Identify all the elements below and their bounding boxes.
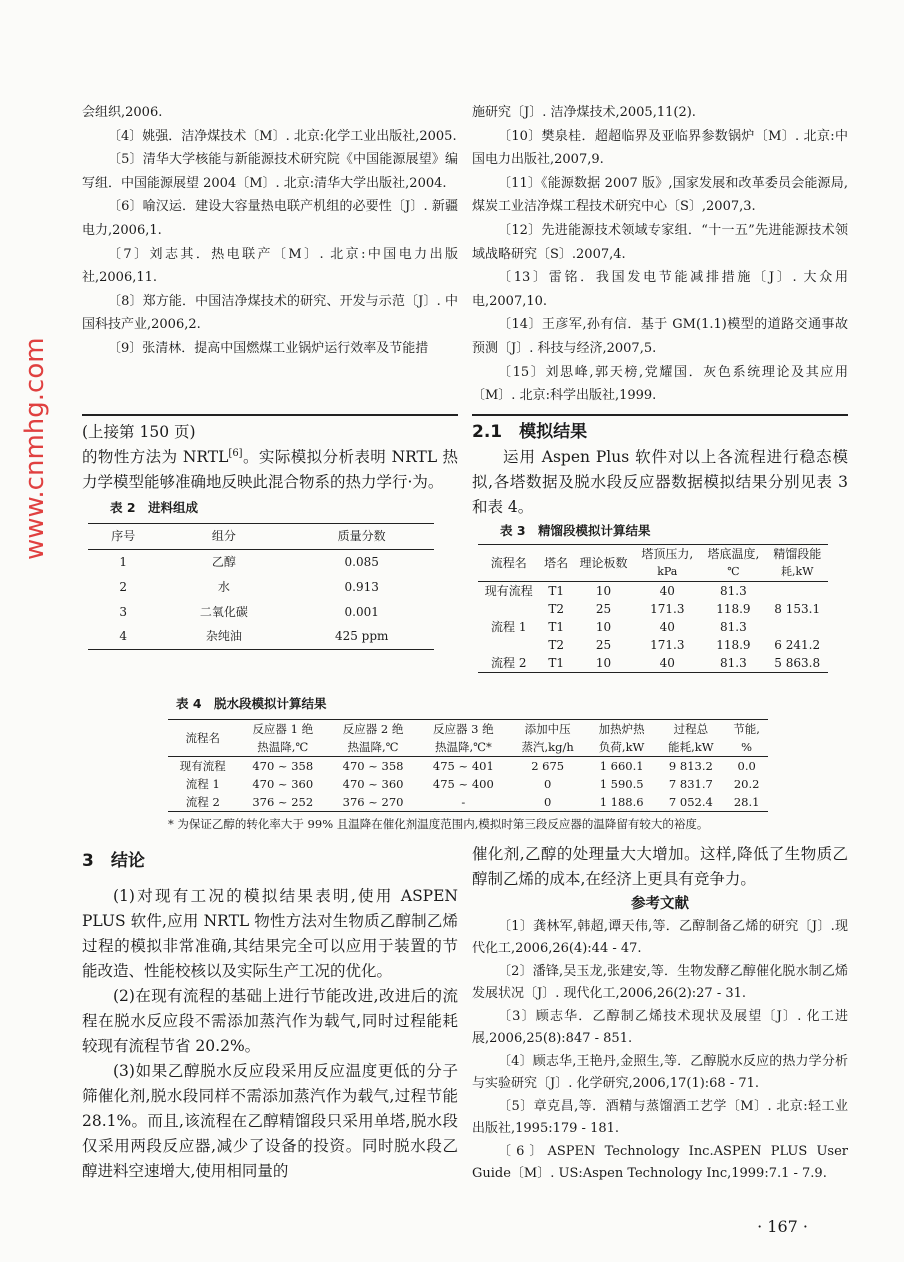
cell: [766, 581, 828, 600]
cell: 0.001: [344, 604, 379, 619]
table2-caption: 表 2 进料组成: [110, 499, 199, 515]
middle-section: [82, 420, 848, 673]
ref-item: 〔5〕章克昌,等．酒精与蒸馏酒工艺学〔M〕. 北京:轻工业出版社,1995:179 - 181.: [472, 1098, 848, 1137]
cell: 1 188.6: [599, 794, 644, 809]
table-row: [88, 549, 434, 574]
table-row: [88, 574, 434, 599]
cell: [478, 636, 540, 654]
section-paragraph: 运用 Aspen Plus 软件对以上各流程进行稳态模拟,各塔数据及脱水段反应器数据模拟结果分别见表 3 和表 4。: [472, 447, 848, 516]
conclusion-paragraph: (3)如果乙醇脱水反应段采用反应温度更低的分子筛催化剂,脱水段同样不需添加蒸汽作为载气,过程节能 28.1%。而且,该流程在乙醇精馏段只采用单塔,脱水段仅采用两段反应器,减少了设备的投资。同时脱水段乙醇进料空速增大,使用相同量的: [82, 1061, 458, 1180]
cell: 475 ~ 401: [432, 758, 494, 773]
header-cell: 反应器 1 绝: [252, 721, 314, 736]
cell: [478, 600, 540, 618]
cell: 二氧化碳: [199, 604, 248, 619]
table4-grid: [168, 719, 768, 812]
ref-item: 〔8〕郑方能．中国洁净煤技术的研究、开发与示范〔J〕. 中国科技产业,2006,2.: [82, 293, 458, 333]
cell: 7 831.7: [668, 776, 713, 791]
references-heading: 参考文献: [631, 895, 689, 912]
table-row: [478, 636, 828, 654]
cell: 流程 2: [185, 794, 220, 809]
ref-item: 〔3〕顾志华．乙醇制乙烯技术现状及展望〔J〕. 化工进展,2006,25(8):847 - 851.: [472, 1008, 848, 1047]
header-cell: 流程名: [185, 730, 221, 745]
ref-item: 〔1〕龚林军,韩超,谭天伟,等．乙醇制备乙烯的研究〔J〕.现代化工,2006,26(4):44 - 47.: [472, 918, 848, 957]
header-cell: 添加中压: [524, 721, 571, 736]
cell: T1: [548, 655, 564, 670]
conclusion-continuation: 催化剂,乙醇的处理量大大增加。这样,降低了生物质乙醇制乙烯的成本,在经济上更具有竞争力。: [472, 844, 848, 888]
cell: T2: [548, 637, 564, 652]
header-cell: 负荷,kW: [598, 739, 645, 754]
table2-grid: [88, 523, 434, 650]
cell: 杂纯油: [205, 629, 242, 644]
top-refs-right: [472, 101, 848, 408]
cell: 425 ppm: [334, 629, 389, 644]
header-cell: 热温降,℃: [347, 739, 399, 754]
left-middle: [82, 420, 458, 650]
header-cell: 反应器 2 绝: [342, 721, 404, 736]
table-row: [478, 654, 828, 673]
cell: 118.9: [716, 601, 751, 616]
table3-caption: 表 3 精馏段模拟计算结果: [500, 522, 651, 538]
cell: 0.085: [344, 554, 379, 569]
cell: 376 ~ 270: [342, 794, 404, 809]
ref-item: 〔12〕先进能源技术领域专家组．“十一五”先进能源技术领域战略研究〔S〕.2007,4.: [472, 222, 848, 262]
cell: 40: [659, 583, 675, 598]
ref-item: 〔6〕喻汉运．建设大容量热电联产机组的必要性〔J〕. 新疆电力,2006,1.: [82, 199, 458, 238]
cell: 475 ~ 400: [432, 776, 494, 791]
table3-grid: [478, 544, 828, 673]
cell: 流程 1: [185, 776, 220, 791]
header-cell: 加热炉热: [598, 721, 645, 736]
header-cell: 过程总: [673, 721, 709, 736]
table3: [478, 522, 828, 673]
cell: 470 ~ 358: [252, 758, 314, 773]
cell: 0.913: [344, 579, 379, 594]
ref-item: 〔11〕《能源数据 2007 版》,国家发展和改革委员会能源局,煤炭工业洁净煤工程技术研究中心〔S〕,2007,3.: [472, 175, 848, 215]
cell: 现有流程: [179, 758, 226, 773]
top-refs-left: [82, 101, 458, 361]
cell: 1 590.5: [599, 776, 644, 791]
header-cell: 热温降,℃: [257, 739, 309, 754]
bottom-section: [82, 842, 848, 1186]
cell: 2 675: [531, 758, 565, 773]
divider-left: [82, 414, 458, 416]
cell: 81.3: [720, 655, 747, 670]
cell: T1: [548, 619, 564, 634]
table-row: [168, 793, 768, 812]
citation: [6]: [228, 447, 243, 459]
cell: 6 241.2: [774, 637, 821, 652]
table-row: [88, 599, 434, 624]
cell: T1: [548, 583, 564, 598]
cell: 10: [595, 655, 612, 670]
continued-note: (上接第 150 页): [82, 422, 196, 441]
header-cell: 能耗,kW: [668, 739, 714, 754]
cell: 9 813.2: [668, 758, 713, 773]
cell: 8 153.1: [774, 601, 821, 616]
table4-footnote: * 为保证乙醇的转化率大于 99% 且温降在催化剂温度范围内,模拟时第三段反应器的温降留有较大的裕度。: [168, 816, 709, 831]
cell: 470 ~ 358: [342, 758, 404, 773]
cell: [766, 618, 828, 636]
unit-cell: ℃: [727, 564, 740, 578]
ref-item: 〔15〕刘思峰,郭天榜,党耀国．灰色系统理论及其应用〔M〕. 北京:科学出版社,1999.: [472, 364, 848, 404]
conclusion-paragraph: (1)对现有工况的模拟结果表明,使用 ASPEN PLUS 软件,应用 NRTL 物性方法对生物质乙醇制乙烯过程的模拟非常准确,其结果完全可以应用于装置的节能改造、性能校核以及实际生产工况的优化。: [82, 886, 458, 980]
table-row: [168, 775, 768, 793]
divider-right: [472, 414, 848, 416]
cell: 81.3: [720, 583, 747, 598]
ref-item: 施研究〔J〕. 洁净煤技术,2005,11(2).: [472, 105, 696, 120]
header-cell: 热温降,℃*: [434, 739, 492, 754]
intro-rest: 。实际模拟分析表明 NRTL 热力学模型能够准确地反映此混合物系的热力学行·为。: [82, 447, 458, 491]
cell: -: [461, 794, 466, 809]
cell: 40: [659, 655, 675, 670]
ref-item: 〔6〕ASPEN Technology Inc.ASPEN PLUS User Guide〔M〕. US:Aspen Technology Inc,1999:7.1 - 7.9.: [472, 1143, 848, 1182]
ref-item: 〔4〕姚强．洁净煤技术〔M〕. 北京:化学工业出版社,2005.: [108, 128, 457, 144]
header-cell: 塔名: [544, 555, 569, 570]
cell: 28.1: [733, 794, 760, 809]
conclusion-paragraph: (2)在现有流程的基础上进行节能改进,改进后的流程在脱水反应段不需添加蒸汽作为载气,同时过程能耗较现有流程节省 20.2%。: [82, 986, 458, 1055]
unit-cell: kPa: [657, 564, 678, 578]
header-cell: 塔顶压力,: [641, 546, 694, 561]
ref-item: 〔10〕樊泉桂．超超临界及亚临界参数锅炉〔M〕. 北京:中国电力出版社,2007,9.: [472, 128, 848, 168]
right-middle: [472, 420, 848, 673]
header-cell: 序号: [111, 529, 136, 544]
intro-text: 的物性方法为 NRTL: [82, 447, 229, 466]
cell: 1 660.1: [599, 758, 644, 773]
cell: 7 052.4: [668, 794, 713, 809]
cell: 81.3: [720, 619, 747, 634]
cell: 现有流程: [484, 583, 533, 598]
ref-item: 〔4〕顾志华,王艳丹,金照生,等．乙醇脱水反应的热力学分析与实验研究〔J〕. 化学研究,2006,17(1):68 - 71.: [472, 1053, 848, 1092]
header-cell: 组分: [211, 529, 236, 544]
section-heading: 3 结论: [82, 850, 145, 871]
cell: 4: [119, 629, 128, 644]
header-cell: 质量分数: [337, 529, 386, 544]
table4: [168, 695, 768, 832]
table-row: [88, 624, 434, 649]
header-cell: 理论板数: [579, 555, 628, 570]
header-cell: 蒸汽,kg/h: [521, 739, 574, 754]
cell: 水: [217, 579, 230, 594]
cell: 2: [119, 579, 128, 594]
cell: 流程 2: [491, 655, 527, 670]
divider: [82, 414, 848, 416]
header-cell: %: [741, 739, 753, 754]
cell: 乙醇: [211, 554, 236, 569]
ref-item: 〔13〕雷铭．我国发电节能减排措施〔J〕. 大众用电,2007,10.: [472, 270, 848, 309]
header-cell: 流程名: [490, 555, 527, 570]
cell: 171.3: [650, 601, 685, 616]
intro-paragraph: [82, 445, 458, 495]
ref-item: 会组织,2006.: [82, 105, 163, 120]
cell: 0: [544, 776, 552, 791]
cell: 376 ~ 252: [252, 794, 314, 809]
cell: 5 863.8: [774, 655, 821, 670]
header-cell: 反应器 3 绝: [433, 721, 494, 736]
table-row: [478, 600, 828, 618]
cell: 40: [659, 619, 675, 634]
cell: 25: [595, 637, 612, 652]
ref-item: 〔2〕潘锋,吴玉龙,张建安,等．生物发酵乙醇催化脱水制乙烯发展状况〔J〕. 现代化工,2006,26(2):27 - 31.: [472, 963, 848, 1002]
unit-cell: 耗,kW: [780, 564, 814, 578]
cell: 10: [595, 619, 612, 634]
cell: 118.9: [716, 637, 751, 652]
ref-item: 〔9〕张清林．提高中国燃煤工业锅炉运行效率及节能措: [108, 340, 429, 356]
cell: 3: [119, 604, 128, 619]
cell: 470 ~ 360: [252, 776, 314, 791]
cell: 470 ~ 360: [342, 776, 404, 791]
header-cell: 塔底温度,: [707, 546, 760, 561]
header-cell: 节能,: [733, 721, 760, 736]
header-cell: 精馏段能: [773, 546, 822, 561]
cell: 0.0: [737, 758, 756, 773]
section-heading: 2.1 模拟结果: [472, 421, 588, 442]
cell: 流程 1: [491, 619, 527, 634]
page-number: · 167 ·: [757, 1216, 808, 1236]
table-row: [478, 618, 828, 636]
section-3: [82, 842, 458, 1184]
ref-item: 〔14〕王彦军,孙有信．基于 GM(1.1)模型的道路交通事故预测〔J〕. 科技与经济,2007,5.: [472, 317, 848, 356]
table2: [88, 499, 434, 650]
table-row: [478, 581, 828, 600]
cell: 171.3: [650, 637, 685, 652]
cell: T2: [548, 601, 564, 616]
cell: 20.2: [733, 776, 760, 791]
cell: 1: [119, 554, 128, 569]
table4-caption: 表 4 脱水段模拟计算结果: [176, 695, 327, 711]
cell: 0: [544, 794, 552, 809]
cell: 25: [595, 601, 612, 616]
cell: 10: [595, 583, 612, 598]
top-refs: [82, 101, 848, 408]
ref-item: 〔5〕清华大学核能与新能源技术研究院《中国能源展望》编写组．中国能源展望 2004〔M〕. 北京:清华大学出版社,2004.: [82, 152, 458, 191]
watermark: www.cnmhg.com: [20, 337, 50, 560]
right-bottom: [472, 842, 848, 1186]
ref-item: 〔7〕刘志其．热电联产〔M〕. 北京:中国电力出版社,2006,11.: [82, 246, 458, 286]
table-row: [168, 756, 768, 775]
